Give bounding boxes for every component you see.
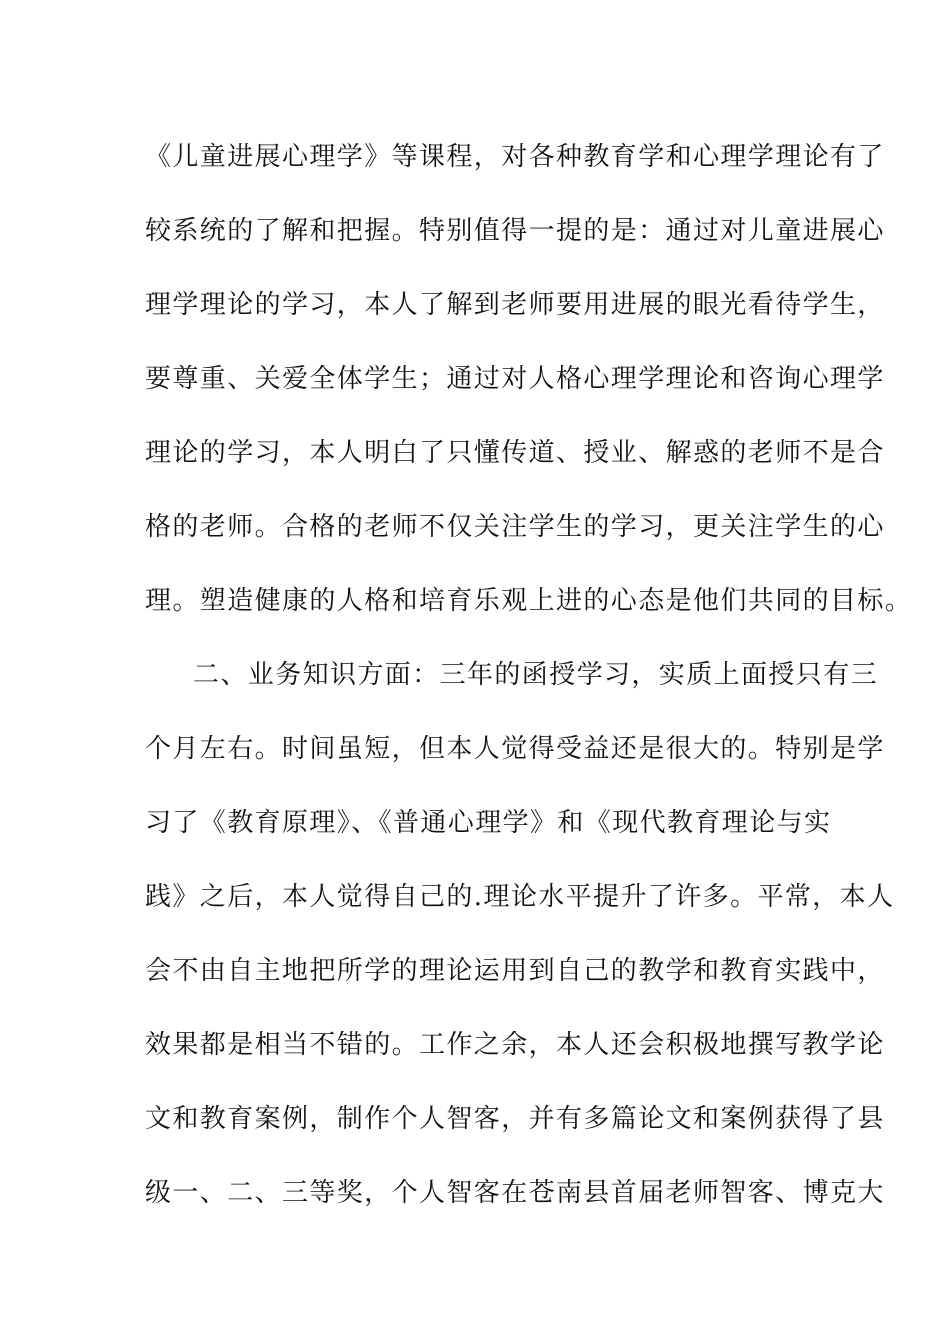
text-line: 文和教育案例，制作个人智客，并有多篇论文和案例获得了县 <box>145 1104 885 1134</box>
paragraph-first-line: 二、业务知识方面：三年的函授学习，实质上面授只有三 <box>193 660 879 690</box>
text-line: 较系统的了解和把握。特别值得一提的是：通过对儿童进展心 <box>145 216 885 246</box>
text-line: 习了《教育原理》、《普通心理学》和《现代教育理论与实 <box>145 808 832 838</box>
text-line: 理论的学习，本人明白了只懂传道、授业、解惑的老师不是合 <box>145 438 885 468</box>
text-line: 效果都是相当不错的。工作之余，本人还会积极地撰写教学论 <box>145 1030 885 1060</box>
text-line: 会不由自主地把所学的理论运用到自己的教学和教育实践中， <box>145 956 885 986</box>
text-line: 要尊重、关爱全体学生；通过对人格心理学理论和咨询心理学 <box>145 364 885 394</box>
text-line: 格的老师。合格的老师不仅关注学生的学习，更关注学生的心 <box>145 512 885 542</box>
text-line: 理。塑造健康的人格和培育乐观上进的心态是他们共同的目标。 <box>145 586 913 616</box>
text-line: 个月左右。时间虽短，但本人觉得受益还是很大的。特别是学 <box>145 734 885 764</box>
text-line: 理学理论的学习，本人了解到老师要用进展的眼光看待学生， <box>145 290 885 320</box>
text-line: 践》之后，本人觉得自己的.理论水平提升了许多。平常，本人 <box>145 882 895 912</box>
text-line: 《儿童进展心理学》等课程，对各种教育学和心理学理论有了 <box>145 142 885 172</box>
text-line: 级一、二、三等奖，个人智客在苍南县首届老师智客、博克大 <box>145 1178 885 1208</box>
